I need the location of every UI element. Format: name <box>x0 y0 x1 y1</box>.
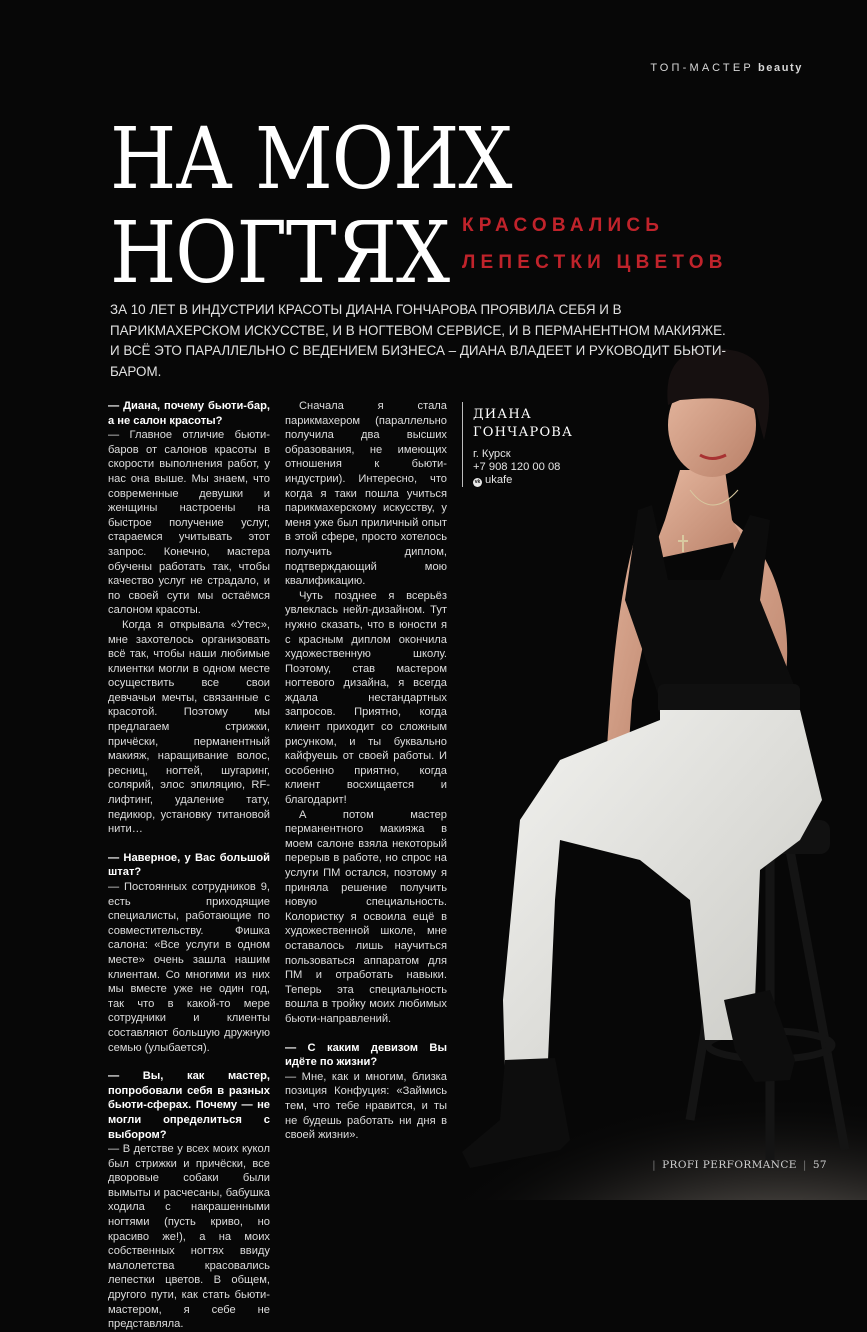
answer-3-paragraph-4: А потом мастер перманентного макияжа в моем салоне взяла некоторый перерыв в работе, но спрос на услуги ПМ остался, поэтому я приняла решение получить новую специальность. Колористку я освоила ещё в художественной школе, мне оставалось лишь научиться пользоваться аппаратом для ПМ и отработать навыки. Теперь эта специальность вошла в тройку моих любимых бьюти-направлений. <box>285 808 447 1025</box>
page-number: 57 <box>812 1159 827 1171</box>
answer-2: — Постоянных сотрудников 9, есть приходящие специалисты, работающие по совместительству. Фишка салона: «Все услуги в одном месте» очень зашла нашим клиентам. Со многими из них мы вместе уже не один год, так что в какой-то мере сотрудники и клиенты составляют большую дружную семью (улыбается). <box>108 881 270 1054</box>
profile-vk <box>473 474 623 487</box>
profile-vk-handle: ukafe <box>485 474 513 486</box>
profile-box <box>462 402 623 487</box>
subhead-line-1: КРАСОВАЛИСЬ <box>462 215 665 236</box>
profile-name <box>473 406 623 442</box>
profile-name-line-1: ДИАНА <box>473 407 532 422</box>
section-rubric <box>650 62 803 74</box>
footer-divider: | <box>652 1159 657 1171</box>
answer-1-paragraph-1: — Главное отличие бьюти-баров от салонов красоты в скорости выполнения работ, у нас она выше. Мы знаем, что современные девушки и женщины настроены на быстрое получение услуг, стараемся учитывать этот запрос. Конечно, мастера обучены работать так, чтобы качество услуг не страдало, и по своей сути мы остаёмся салоном красоты. <box>108 429 270 617</box>
question-3: — Вы, как мастер, попробовали себя в разных бьюти-сферах. Почему — не могли определиться с выбором? <box>108 1070 270 1141</box>
article-headline <box>110 108 512 303</box>
profile-city: г. Курск <box>473 448 511 460</box>
headline-line-1: НА МОИХ <box>110 108 512 209</box>
profile-name-line-2: ГОНЧАРОВА <box>473 425 574 440</box>
footer-divider: | <box>802 1159 807 1171</box>
subhead-line-2: ЛЕПЕСТКИ ЦВЕТОВ <box>462 252 728 273</box>
headline-line-2: НОГТЯХ <box>110 202 450 303</box>
footer-magazine: PROFI PERFORMANCE <box>662 1159 797 1171</box>
vk-icon: vk <box>474 479 481 485</box>
answer-3-paragraph-3: Чуть позднее я всерьёз увлеклась нейл-дизайном. Тут нужно сказать, что в юности я с красным диплом окончила художественную школу. Поэтому, став мастером ногтевого дизайна, я всегда ждала нестандартных запросов. Приятно, когда клиент приходит со сложным рисунком, и ты буквально кайфуешь от своей работы. И особенно приятно, когда клиент восхищается и благодарит! <box>285 589 447 807</box>
page-footer <box>646 1159 827 1171</box>
rubric-tag: beauty <box>757 62 803 74</box>
question-1: — Диана, почему бьюти-бар, а не салон красоты? <box>108 400 270 427</box>
answer-1-paragraph-2: Когда я открывала «Утес», мне захотелось организовать всё так, чтобы наши любимые клиентки могли в одном месте осуществить все свои девчачьи мечты, связанные с красотой. Поэтому мы предлагаем стрижки, причёски, перманентный макияж, наращивание волос, ресниц, ногтей, шугаринг, солярий, элос эпиляцию, RF-лифтинг, удаление тату, педикюр, установку титановой нити… <box>108 618 270 836</box>
article-subhead <box>462 207 728 281</box>
answer-4: — Мне, как и многим, близка позиция Конфуция: «Займись тем, что тебе нравится, и ты не будешь работать ни дня в своей жизни». <box>285 1070 447 1142</box>
text-column-2 <box>285 399 447 1143</box>
profile-phone: +7 908 120 00 08 <box>473 461 561 473</box>
text-column-1 <box>108 399 270 1332</box>
question-4: — С каким девизом Вы идёте по жизни? <box>285 1041 447 1069</box>
answer-3-paragraph-2: Сначала я стала парикмахером (параллельно получила два высших образования, не имеющих отношения к бьюти-индустрии). Интересно, что когда я таки пошла учиться парикмахерскому искусству, у меня уже был приличный опыт в этой сфере, просто хотелось получить диплом, подтверждающий мою квалификацию. <box>285 400 447 588</box>
lead-paragraph: ЗА 10 ЛЕТ В ИНДУСТРИИ КРАСОТЫ ДИАНА ГОНЧАРОВА ПРОЯВИЛА СЕБЯ И В ПАРИКМАХЕРСКОМ ИСКУССТВЕ, И В НОГТЕВОМ СЕРВИСЕ, И В ПЕРМАНЕНТНОМ МАКИЯЖЕ. И ВСЁ ЭТО ПАРАЛЛЕЛЬНО С ВЕДЕНИЕМ БИЗНЕСА – ДИАНА ВЛАДЕЕТ И РУКОВОДИТ БЬЮТИ-БАРОМ. <box>110 302 726 379</box>
question-2: — Наверное, у Вас большой штат? <box>108 851 270 879</box>
answer-3-paragraph-1: — В детстве у всех моих кукол был стрижки и причёски, все дворовые собаки были вымыты и расчесаны, бабушка ходила с накрашенными ногтями (пусть криво, но красиво же!), а на моих собственных ногтях ввиду малолетства красовались лепестки цветов. В общем, другого пути, как стать бьюти-мастером, я себе не представляла. <box>108 1143 270 1331</box>
rubric-main: ТОП-МАСТЕР <box>650 62 754 74</box>
